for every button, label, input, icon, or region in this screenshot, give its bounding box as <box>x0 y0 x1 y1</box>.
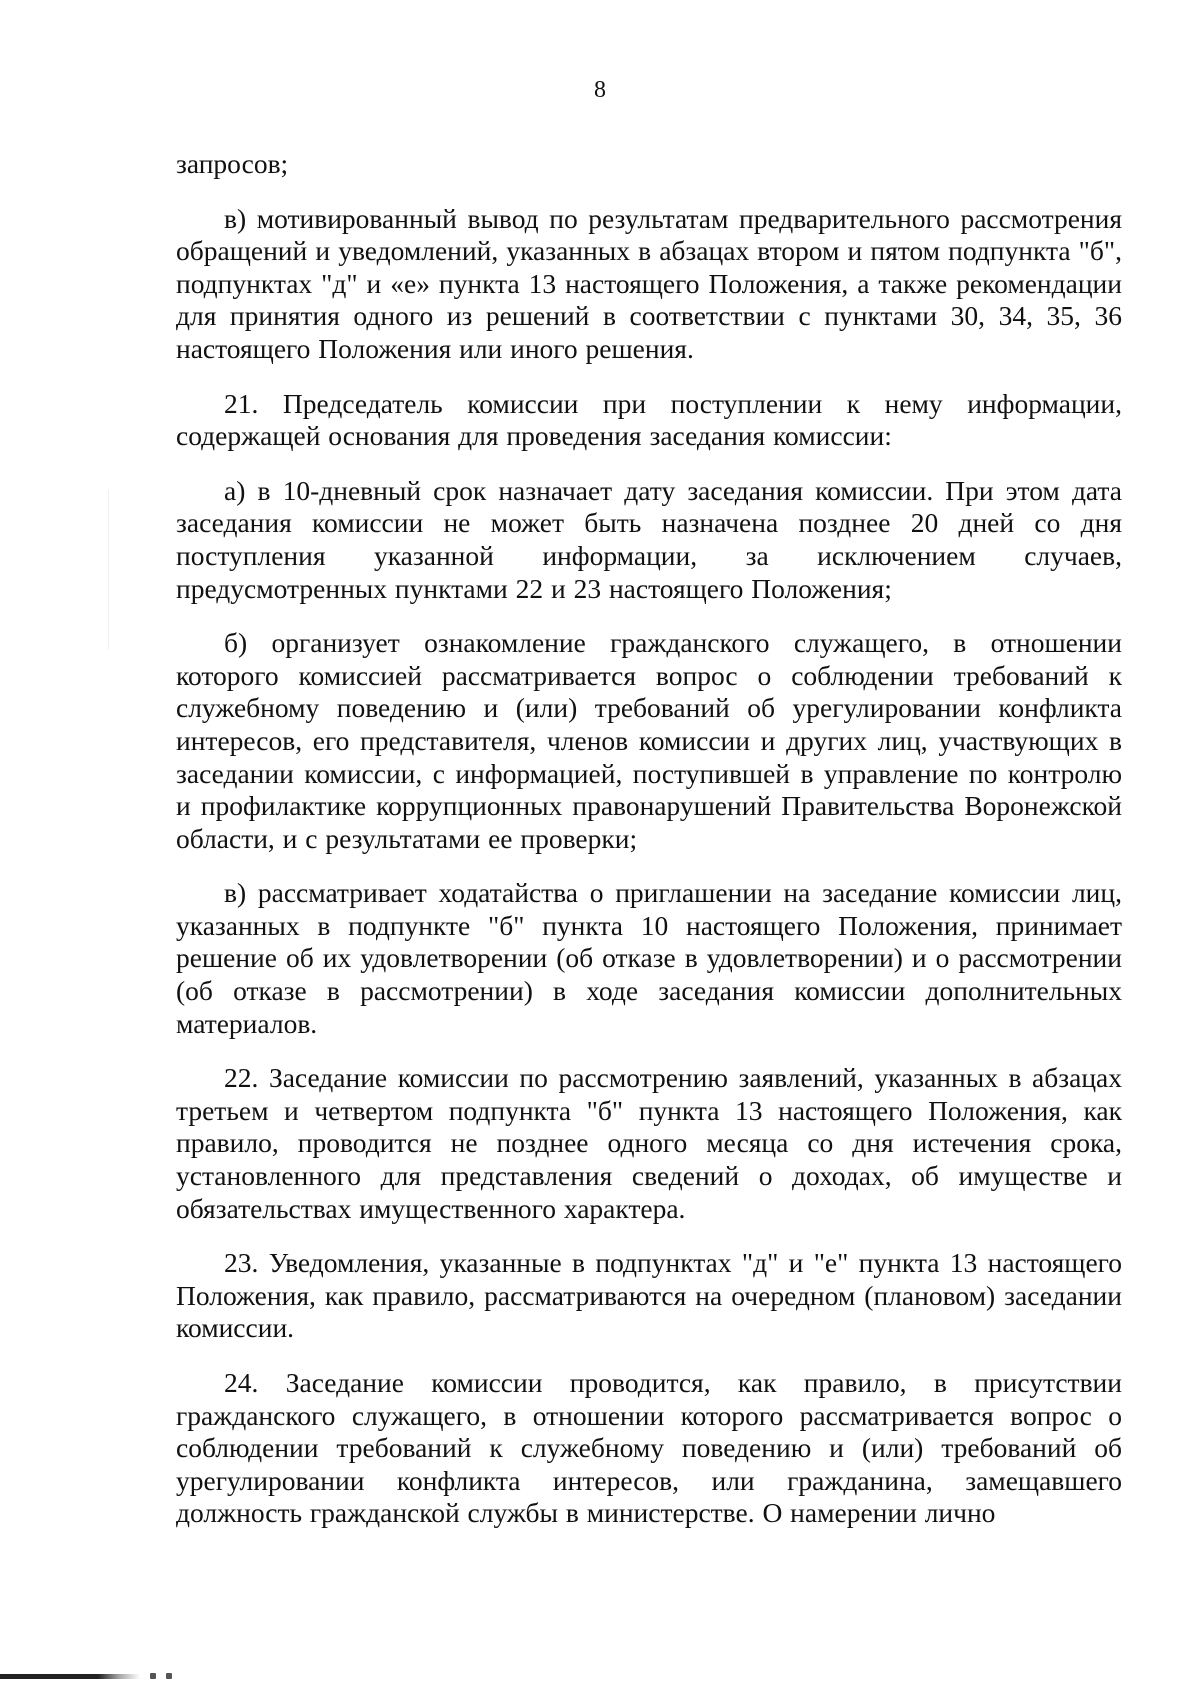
scan-edge-mark <box>0 1674 140 1679</box>
paragraph-item-24: 24. Заседание комиссии проводится, как правило, в присутствии гражданского служащего, в отношении которого рассматривается вопрос о соблюдении требований к служебному поведению и (или) требований об урегулировании конфликта интересов, или гражданина, замещавшего должность гражданской службы в министерстве. О намерении лично <box>176 1367 1122 1529</box>
scan-speck <box>150 1673 156 1679</box>
paragraph-item-21: 21. Председатель комиссии при поступлении к нему информации, содержащей основания для проведения заседания комиссии: <box>176 387 1122 452</box>
scan-speck <box>166 1673 172 1679</box>
page-number: 8 <box>594 77 606 103</box>
document-body <box>176 148 1122 1552</box>
paragraph-item-22: 22. Заседание комиссии по рассмотрению заявлений, указанных в абзацах третьем и четвертом подпункта "б" пункта 13 настоящего Положения, как правило, проводится не позднее одного месяца со дня истечения срока, установленного для представления сведений о доходах, об имуществе и обязательствах имущественного характера. <box>176 1062 1122 1224</box>
paragraph-continuation: запросов; <box>176 148 289 179</box>
paragraph-subitem-v-motivated-conclusion: в) мотивированный вывод по результатам предварительного рассмотрения обращений и уведомлений, указанных в абзацах втором и пятом подпункта "б", подпунктах "д" и «е» пункта 13 настоящего Положения, а также рекомендации для принятия одного из решений в соответствии с пунктами 30, 34, 35, 36 настоящего Положения или иного решения. <box>176 202 1122 364</box>
paragraph-subitem-b: б) организует ознакомление гражданского служащего, в отношении которого комиссией рассматривается вопрос о соблюдении требований к служебному поведению и (или) требований об урегулировании конфликта интересов, его представителя, членов комиссии и других лиц, участвующих в заседании комиссии, с информацией, поступившей в управление по контролю и профилактике коррупционных правонарушений Правительства Воронежской области, и с результатами ее проверки; <box>176 627 1122 854</box>
scan-margin-line <box>108 490 109 650</box>
paragraph-item-23: 23. Уведомления, указанные в подпунктах "д" и "е" пункта 13 настоящего Положения, как правило, рассматриваются на очередном (плановом) заседании комиссии. <box>176 1247 1122 1344</box>
paragraph-subitem-a: а) в 10-дневный срок назначает дату заседания комиссии. При этом дата заседания комиссии не может быть назначена позднее 20 дней со дня поступления указанной информации, за исключением случаев, предусмотренных пунктами 22 и 23 настоящего Положения; <box>176 474 1122 604</box>
paragraph-subitem-v: в) рассматривает ходатайства о приглашении на заседание комиссии лиц, указанных в подпункте "б" пункта 10 настоящего Положения, принимает решение об их удовлетворении (об отказе в удовлетворении) и о рассмотрении (об отказе в рассмотрении) в ходе заседания комиссии дополнительных материалов. <box>176 877 1122 1039</box>
